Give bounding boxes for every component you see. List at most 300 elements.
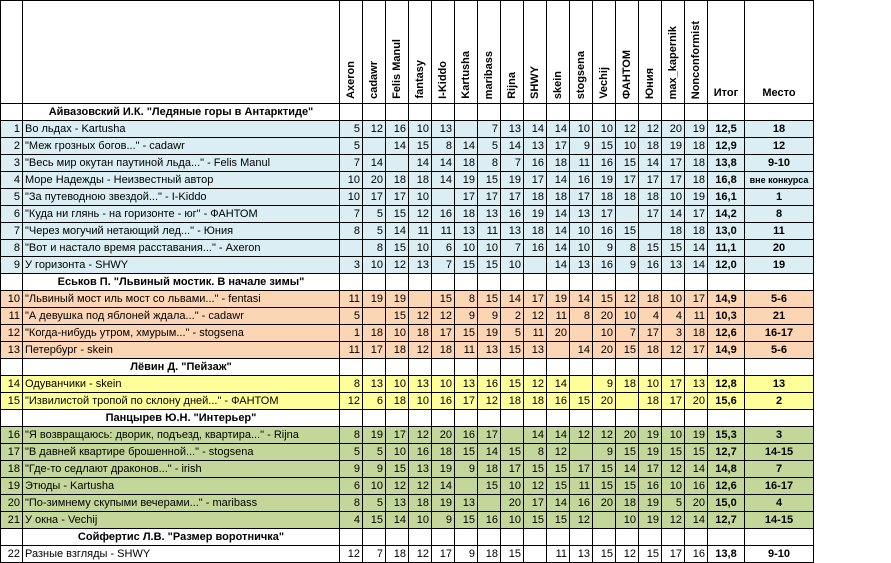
score-cell[interactable]: 15	[501, 376, 524, 393]
score-cell[interactable]: 12	[662, 512, 685, 529]
empty-cell[interactable]	[685, 529, 708, 546]
score-cell[interactable]: 14	[547, 495, 570, 512]
score-cell[interactable]: 17	[432, 325, 455, 342]
score-cell[interactable]: 10	[501, 478, 524, 495]
score-cell[interactable]: 15	[685, 444, 708, 461]
score-cell[interactable]: 10	[386, 376, 409, 393]
score-cell[interactable]: 18	[432, 342, 455, 359]
score-cell[interactable]: 12	[616, 546, 639, 563]
score-cell[interactable]: 19	[386, 291, 409, 308]
empty-cell[interactable]	[501, 359, 524, 376]
score-cell[interactable]: 18	[685, 172, 708, 189]
score-cell[interactable]: 12	[662, 342, 685, 359]
score-cell[interactable]: 12	[662, 461, 685, 478]
score-cell[interactable]: 10	[409, 393, 432, 410]
entry-name[interactable]: "Когда-нибудь утром, хмурым..." - stogsena	[23, 325, 340, 342]
score-cell[interactable]	[478, 495, 501, 512]
place-cell[interactable]: 18	[745, 121, 814, 138]
score-cell[interactable]: 19	[363, 291, 386, 308]
score-cell[interactable]: 20	[363, 172, 386, 189]
section-index-cell[interactable]	[1, 529, 23, 546]
score-cell[interactable]: 8	[340, 427, 363, 444]
score-cell[interactable]: 16	[639, 478, 662, 495]
score-cell[interactable]: 19	[478, 325, 501, 342]
score-cell[interactable]: 15	[593, 546, 616, 563]
score-cell[interactable]: 10	[363, 257, 386, 274]
score-cell[interactable]: 10	[662, 427, 685, 444]
total-cell[interactable]: 15,0	[708, 495, 745, 512]
judge-header-0[interactable]	[340, 1, 363, 104]
total-cell[interactable]: 14,8	[708, 461, 745, 478]
score-cell[interactable]: 15	[547, 478, 570, 495]
empty-cell[interactable]	[662, 274, 685, 291]
score-cell[interactable]: 17	[501, 189, 524, 206]
judge-header-9[interactable]	[547, 1, 570, 104]
score-cell[interactable]: 14	[547, 223, 570, 240]
empty-cell[interactable]	[501, 274, 524, 291]
total-cell[interactable]: 12,0	[708, 257, 745, 274]
empty-cell[interactable]	[570, 104, 593, 121]
score-cell[interactable]: 17	[455, 189, 478, 206]
score-cell[interactable]: 16	[455, 427, 478, 444]
score-cell[interactable]: 12	[524, 376, 547, 393]
score-cell[interactable]: 15	[662, 444, 685, 461]
total-cell[interactable]: 12,6	[708, 478, 745, 495]
score-cell[interactable]: 14	[524, 427, 547, 444]
score-cell[interactable]: 18	[409, 172, 432, 189]
section-title[interactable]: Айвазовский И.К. "Ледяные горы в Антарктиде"	[23, 104, 340, 121]
score-cell[interactable]: 1	[340, 325, 363, 342]
score-cell[interactable]: 15	[386, 206, 409, 223]
total-cell[interactable]: 11,1	[708, 240, 745, 257]
row-number[interactable]: 21	[1, 512, 23, 529]
total-cell[interactable]: 12,9	[708, 138, 745, 155]
empty-cell[interactable]	[432, 104, 455, 121]
score-cell[interactable]: 12	[340, 546, 363, 563]
score-cell[interactable]: 15	[662, 240, 685, 257]
empty-cell[interactable]	[432, 359, 455, 376]
score-cell[interactable]	[639, 223, 662, 240]
score-cell[interactable]: 5	[662, 495, 685, 512]
score-cell[interactable]: 12	[363, 121, 386, 138]
row-number[interactable]: 12	[1, 325, 23, 342]
score-cell[interactable]: 19	[363, 427, 386, 444]
score-cell[interactable]: 17	[685, 342, 708, 359]
empty-cell[interactable]	[685, 104, 708, 121]
score-cell[interactable]: 12	[478, 393, 501, 410]
score-cell[interactable]: 13	[570, 206, 593, 223]
score-cell[interactable]: 19	[685, 189, 708, 206]
score-cell[interactable]: 13	[409, 461, 432, 478]
score-cell[interactable]: 17	[478, 427, 501, 444]
place-cell[interactable]: 13	[745, 376, 814, 393]
score-cell[interactable]: 10	[386, 325, 409, 342]
empty-cell[interactable]	[616, 410, 639, 427]
empty-cell[interactable]	[524, 359, 547, 376]
score-cell[interactable]: 11	[547, 308, 570, 325]
score-cell[interactable]: 3	[662, 325, 685, 342]
empty-cell[interactable]	[639, 104, 662, 121]
empty-cell[interactable]	[455, 410, 478, 427]
score-cell[interactable]: 10	[662, 291, 685, 308]
judge-header-2[interactable]	[386, 1, 409, 104]
score-cell[interactable]	[570, 325, 593, 342]
score-cell[interactable]: 17	[455, 393, 478, 410]
score-cell[interactable]: 16	[685, 478, 708, 495]
place-cell[interactable]: 3	[745, 427, 814, 444]
score-cell[interactable]: 18	[524, 393, 547, 410]
score-cell[interactable]: 15	[639, 546, 662, 563]
score-cell[interactable]: 18	[386, 546, 409, 563]
score-cell[interactable]: 14	[524, 121, 547, 138]
entry-name[interactable]: "Куда ни глянь - на горизонте - юг" - ФАНТОМ	[23, 206, 340, 223]
section-title[interactable]: Еськов П. "Львиный мостик. В начале зимы"	[23, 274, 340, 291]
score-cell[interactable]: 13	[501, 223, 524, 240]
total-cell[interactable]: 12,8	[708, 376, 745, 393]
empty-cell[interactable]	[340, 274, 363, 291]
total-cell[interactable]: 13,0	[708, 223, 745, 240]
score-cell[interactable]: 15	[455, 444, 478, 461]
score-cell[interactable]: 17	[501, 461, 524, 478]
entry-name[interactable]: Разные взгляды - SHWY	[23, 546, 340, 563]
empty-cell[interactable]	[501, 529, 524, 546]
score-cell[interactable]: 11	[570, 155, 593, 172]
place-cell[interactable]: 5-6	[745, 291, 814, 308]
score-cell[interactable]: 14	[547, 172, 570, 189]
score-cell[interactable]	[524, 257, 547, 274]
row-number[interactable]: 19	[1, 478, 23, 495]
score-cell[interactable]: 9	[455, 461, 478, 478]
score-cell[interactable]: 17	[432, 546, 455, 563]
score-cell[interactable]	[455, 121, 478, 138]
empty-cell[interactable]	[547, 104, 570, 121]
empty-cell[interactable]	[616, 359, 639, 376]
score-cell[interactable]: 14	[547, 427, 570, 444]
score-cell[interactable]: 7	[340, 206, 363, 223]
score-cell[interactable]: 15	[524, 512, 547, 529]
empty-cell[interactable]	[593, 104, 616, 121]
row-number[interactable]: 10	[1, 291, 23, 308]
score-cell[interactable]: 5	[363, 444, 386, 461]
empty-cell[interactable]	[386, 104, 409, 121]
score-cell[interactable]: 14	[478, 444, 501, 461]
entry-name[interactable]: "Львиный мост иль мост со львами..." - fentasi	[23, 291, 340, 308]
empty-cell[interactable]	[363, 529, 386, 546]
score-cell[interactable]: 10	[570, 240, 593, 257]
score-cell[interactable]: 18	[616, 376, 639, 393]
score-cell[interactable]: 12	[409, 342, 432, 359]
section-index-cell[interactable]	[1, 274, 23, 291]
entry-name[interactable]: У горизонта - SHWY	[23, 257, 340, 274]
score-cell[interactable]: 13	[570, 257, 593, 274]
entry-name[interactable]: "Я возвращаюсь: дворик, подъезд, квартира..." - Rijna	[23, 427, 340, 444]
total-cell[interactable]: 15,3	[708, 427, 745, 444]
score-cell[interactable]: 17	[386, 427, 409, 444]
empty-cell[interactable]	[570, 529, 593, 546]
score-cell[interactable]: 16	[478, 376, 501, 393]
place-cell[interactable]: 5-6	[745, 342, 814, 359]
entry-name[interactable]: Одуванчики - skein	[23, 376, 340, 393]
score-cell[interactable]: 15	[501, 546, 524, 563]
section-index-cell[interactable]	[1, 410, 23, 427]
entry-name[interactable]: Во льдах - Kartusha	[23, 121, 340, 138]
score-cell[interactable]	[340, 240, 363, 257]
score-cell[interactable]	[409, 291, 432, 308]
score-cell[interactable]: 10	[593, 121, 616, 138]
score-cell[interactable]: 12	[524, 478, 547, 495]
score-cell[interactable]: 8	[432, 138, 455, 155]
empty-cell[interactable]	[639, 274, 662, 291]
score-cell[interactable]: 17	[639, 461, 662, 478]
score-cell[interactable]: 9	[455, 546, 478, 563]
score-cell[interactable]: 16	[386, 121, 409, 138]
score-cell[interactable]: 18	[547, 155, 570, 172]
score-cell[interactable]: 11	[685, 308, 708, 325]
row-number[interactable]: 7	[1, 223, 23, 240]
empty-cell[interactable]	[639, 410, 662, 427]
score-cell[interactable]: 9	[616, 257, 639, 274]
row-number[interactable]: 4	[1, 172, 23, 189]
score-cell[interactable]: 17	[662, 393, 685, 410]
score-cell[interactable]: 16	[501, 206, 524, 223]
score-cell[interactable]: 10	[478, 240, 501, 257]
judge-header-15[interactable]	[685, 1, 708, 104]
score-cell[interactable]: 8	[340, 223, 363, 240]
place-cell[interactable]: 2	[745, 393, 814, 410]
judge-header-4[interactable]	[432, 1, 455, 104]
score-cell[interactable]: 18	[685, 325, 708, 342]
score-cell[interactable]: 15	[547, 461, 570, 478]
score-cell[interactable]: 14	[547, 376, 570, 393]
score-cell[interactable]: 11	[409, 223, 432, 240]
score-cell[interactable]: 17	[662, 155, 685, 172]
score-cell[interactable]: 8	[524, 444, 547, 461]
score-cell[interactable]: 2	[501, 308, 524, 325]
place-cell[interactable]: 14-15	[745, 512, 814, 529]
score-cell[interactable]: 18	[432, 444, 455, 461]
score-cell[interactable]: 12	[409, 478, 432, 495]
place-cell[interactable]: 20	[745, 240, 814, 257]
score-cell[interactable]: 10	[570, 121, 593, 138]
score-cell[interactable]: 14	[363, 155, 386, 172]
score-cell[interactable]: 15	[593, 291, 616, 308]
row-number[interactable]: 1	[1, 121, 23, 138]
score-cell[interactable]: 18	[455, 206, 478, 223]
score-cell[interactable]: 15	[409, 138, 432, 155]
score-cell[interactable]: 9	[593, 376, 616, 393]
score-cell[interactable]: 9	[432, 512, 455, 529]
score-cell[interactable]	[363, 138, 386, 155]
score-cell[interactable]: 12	[386, 257, 409, 274]
score-cell[interactable]	[570, 444, 593, 461]
place-cell[interactable]: 1	[745, 189, 814, 206]
score-cell[interactable]: 15	[432, 291, 455, 308]
score-cell[interactable]: 5	[478, 138, 501, 155]
score-cell[interactable]: 8	[616, 240, 639, 257]
score-cell[interactable]: 10	[455, 240, 478, 257]
score-cell[interactable]: 20	[685, 393, 708, 410]
score-cell[interactable]	[570, 376, 593, 393]
score-cell[interactable]: 10	[616, 308, 639, 325]
score-cell[interactable]: 14	[685, 512, 708, 529]
score-cell[interactable]: 14	[685, 461, 708, 478]
row-number[interactable]: 13	[1, 342, 23, 359]
score-cell[interactable]: 17	[524, 172, 547, 189]
score-cell[interactable]: 14	[547, 121, 570, 138]
row-number[interactable]: 8	[1, 240, 23, 257]
score-cell[interactable]: 19	[501, 172, 524, 189]
score-cell[interactable]: 18	[524, 189, 547, 206]
score-cell[interactable]: 17	[547, 138, 570, 155]
score-cell[interactable]: 10	[340, 172, 363, 189]
empty-cell[interactable]	[524, 410, 547, 427]
place-cell[interactable]: 8	[745, 206, 814, 223]
score-cell[interactable]: 15	[478, 291, 501, 308]
empty-cell[interactable]	[386, 529, 409, 546]
score-cell[interactable]: 20	[616, 427, 639, 444]
section-index-cell[interactable]	[1, 359, 23, 376]
score-cell[interactable]: 6	[340, 478, 363, 495]
corner-cell[interactable]	[1, 1, 23, 104]
entry-name[interactable]: У окна - Vechij	[23, 512, 340, 529]
empty-cell[interactable]	[409, 104, 432, 121]
score-cell[interactable]	[501, 427, 524, 444]
empty-cell[interactable]	[386, 274, 409, 291]
place-cell[interactable]: 12	[745, 138, 814, 155]
empty-cell[interactable]	[478, 274, 501, 291]
place-cell[interactable]: 9-10	[745, 546, 814, 563]
score-cell[interactable]: 10	[409, 189, 432, 206]
score-cell[interactable]: 9	[478, 308, 501, 325]
score-cell[interactable]: 8	[340, 495, 363, 512]
row-number[interactable]: 5	[1, 189, 23, 206]
score-cell[interactable]: 15	[386, 308, 409, 325]
score-cell[interactable]: 12	[409, 546, 432, 563]
score-cell[interactable]: 14	[501, 138, 524, 155]
score-cell[interactable]: 11	[432, 223, 455, 240]
score-cell[interactable]: 11	[524, 325, 547, 342]
score-cell[interactable]: 10	[639, 376, 662, 393]
score-cell[interactable]: 14	[662, 206, 685, 223]
row-number[interactable]: 16	[1, 427, 23, 444]
empty-cell[interactable]	[478, 410, 501, 427]
score-cell[interactable]: 15	[478, 172, 501, 189]
score-cell[interactable]: 16	[639, 257, 662, 274]
score-cell[interactable]: 17	[639, 325, 662, 342]
empty-cell[interactable]	[685, 359, 708, 376]
empty-cell[interactable]	[662, 410, 685, 427]
score-cell[interactable]: 16	[524, 240, 547, 257]
score-cell[interactable]: 19	[639, 512, 662, 529]
score-cell[interactable]: 17	[639, 172, 662, 189]
score-cell[interactable]: 14	[570, 291, 593, 308]
score-cell[interactable]: 9	[363, 461, 386, 478]
total-cell[interactable]: 15,6	[708, 393, 745, 410]
empty-cell[interactable]	[708, 104, 745, 121]
score-cell[interactable]: 5	[501, 325, 524, 342]
score-cell[interactable]: 20	[593, 308, 616, 325]
total-header[interactable]	[708, 1, 745, 104]
score-cell[interactable]: 15	[547, 512, 570, 529]
place-cell[interactable]: вне конкурса	[745, 172, 814, 189]
row-number[interactable]: 14	[1, 376, 23, 393]
score-cell[interactable]	[593, 512, 616, 529]
score-cell[interactable]: 20	[662, 121, 685, 138]
empty-cell[interactable]	[745, 410, 814, 427]
score-cell[interactable]: 15	[478, 478, 501, 495]
total-cell[interactable]: 14,9	[708, 291, 745, 308]
score-cell[interactable]	[363, 308, 386, 325]
score-cell[interactable]: 15	[639, 240, 662, 257]
empty-cell[interactable]	[662, 104, 685, 121]
score-cell[interactable]: 16	[685, 546, 708, 563]
empty-cell[interactable]	[455, 274, 478, 291]
score-cell[interactable]: 10	[386, 444, 409, 461]
row-number[interactable]: 18	[1, 461, 23, 478]
empty-cell[interactable]	[455, 529, 478, 546]
score-cell[interactable]: 19	[685, 121, 708, 138]
entry-name[interactable]: Петербург - skein	[23, 342, 340, 359]
empty-cell[interactable]	[340, 104, 363, 121]
score-cell[interactable]: 3	[340, 257, 363, 274]
score-cell[interactable]: 14	[616, 461, 639, 478]
score-cell[interactable]: 8	[363, 240, 386, 257]
empty-cell[interactable]	[685, 410, 708, 427]
score-cell[interactable]: 10	[409, 512, 432, 529]
score-cell[interactable]	[524, 546, 547, 563]
score-cell[interactable]: 10	[616, 138, 639, 155]
score-cell[interactable]: 13	[524, 138, 547, 155]
place-cell[interactable]: 19	[745, 257, 814, 274]
empty-cell[interactable]	[409, 529, 432, 546]
score-cell[interactable]: 6	[363, 393, 386, 410]
score-cell[interactable]: 12	[639, 121, 662, 138]
score-cell[interactable]: 17	[662, 172, 685, 189]
score-cell[interactable]: 15	[455, 257, 478, 274]
score-cell[interactable]: 18	[639, 291, 662, 308]
empty-cell[interactable]	[708, 529, 745, 546]
empty-cell[interactable]	[547, 359, 570, 376]
total-cell[interactable]: 16,8	[708, 172, 745, 189]
entry-name[interactable]: "А девушка под яблоней ждала..." - cadawr	[23, 308, 340, 325]
score-cell[interactable]: 5	[363, 495, 386, 512]
score-cell[interactable]: 19	[639, 495, 662, 512]
score-cell[interactable]: 18	[455, 155, 478, 172]
score-cell[interactable]: 4	[340, 512, 363, 529]
score-cell[interactable]: 17	[570, 189, 593, 206]
empty-cell[interactable]	[455, 104, 478, 121]
empty-cell[interactable]	[363, 274, 386, 291]
score-cell[interactable]	[455, 478, 478, 495]
score-cell[interactable]	[616, 206, 639, 223]
score-cell[interactable]: 13	[432, 121, 455, 138]
score-cell[interactable]: 14	[455, 138, 478, 155]
score-cell[interactable]: 14	[685, 257, 708, 274]
score-cell[interactable]: 13	[409, 376, 432, 393]
score-cell[interactable]: 15	[593, 138, 616, 155]
score-cell[interactable]: 10	[340, 189, 363, 206]
score-cell[interactable]: 10	[662, 478, 685, 495]
row-number[interactable]: 22	[1, 546, 23, 563]
entry-name[interactable]: "Вот и настало время расставания..." - Axeron	[23, 240, 340, 257]
empty-cell[interactable]	[685, 274, 708, 291]
score-cell[interactable]: 11	[455, 342, 478, 359]
empty-cell[interactable]	[455, 359, 478, 376]
score-cell[interactable]: 18	[685, 138, 708, 155]
score-cell[interactable]: 11	[340, 291, 363, 308]
empty-cell[interactable]	[570, 359, 593, 376]
score-cell[interactable]: 7	[501, 155, 524, 172]
